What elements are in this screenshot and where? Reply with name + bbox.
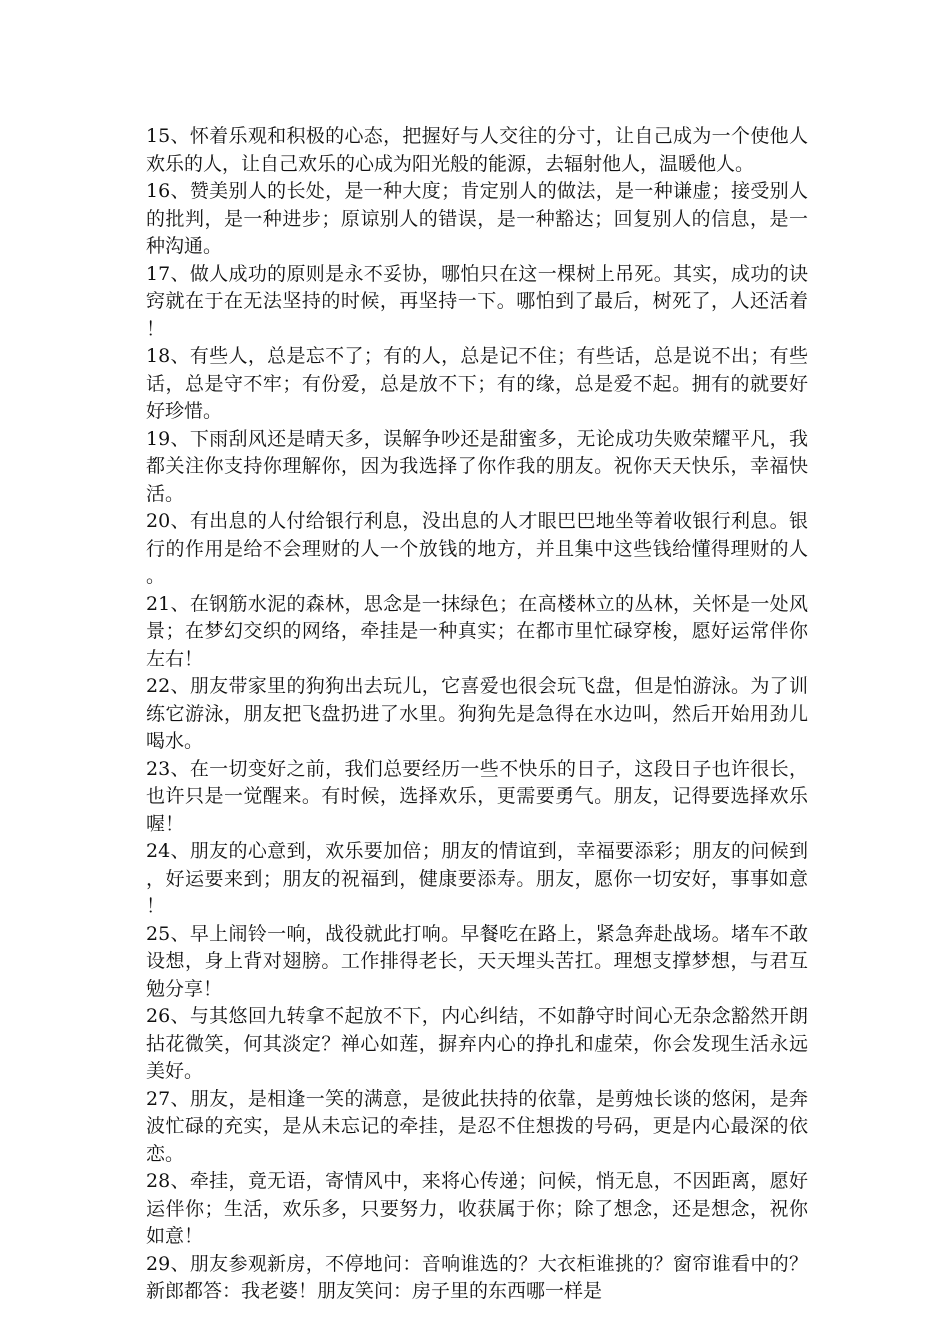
paragraph-21: 21、在钢筋水泥的森林，思念是一抹绿色；在高楼林立的丛林，关怀是一处风景；在梦幻交织的网络，牵挂是一种真实；在都市里忙碌穿梭，愿好运常伴你左右！ — [146, 592, 808, 670]
paragraph-26: 26、与其悠回九转拿不起放不下，内心纠结，不如静守时间心无杂念豁然开朗拈花微笑，何其淡定？禅心如莲，摒弃内心的挣扎和虚荣，你会发现生活永远美好。 — [146, 1005, 808, 1082]
paragraph-24: 24、朋友的心意到，欢乐要加倍；朋友的情谊到，幸福要添彩；朋友的问候到，好运要来到；朋友的祝福到，健康要添寿。朋友，愿你一切安好，事事如意！ — [146, 840, 808, 917]
document-body — [146, 123, 808, 1306]
paragraph-20: 20、有出息的人付给银行利息，没出息的人才眼巴巴地坐等着收银行利息。银行的作用是给不会理财的人一个放钱的地方，并且集中这些钱给懂得理财的人。 — [146, 510, 808, 587]
paragraph-18: 18、有些人，总是忘不了；有的人，总是记不住；有些话，总是说不出；有些话，总是守不牢；有份爱，总是放不下；有的缘，总是爱不起。拥有的就要好好珍惜。 — [146, 345, 808, 422]
paragraph-29: 29、朋友参观新房，不停地问：音响谁选的？大衣柜谁挑的？窗帘谁看中的？新郎都答：我老婆！朋友笑问：房子里的东西哪一样是 — [146, 1252, 808, 1302]
paragraph-19: 19、下雨刮风还是晴天多，误解争吵还是甜蜜多，无论成功失败荣耀平凡，我都关注你支持你理解你，因为我选择了你作我的朋友。祝你天天快乐，幸福快活。 — [146, 427, 808, 505]
paragraph-25: 25、早上闹铃一响，战役就此打响。早餐吃在路上，紧急奔赴战场。堵车不敢设想，身上背对翅膀。工作排得老长，天天埋头苦扛。理想支撑梦想，与君互勉分享！ — [146, 922, 808, 1000]
paragraph-27: 27、朋友，是相逢一笑的满意，是彼此扶持的依靠，是剪烛长谈的悠闲，是奔波忙碌的充实，是从未忘记的牵挂，是忍不住想拨的号码，更是内心最深的依恋。 — [146, 1087, 808, 1165]
paragraph-22: 22、朋友带家里的狗狗出去玩儿，它喜爱也很会玩飞盘，但是怕游泳。为了训练它游泳，朋友把飞盘扔进了水里。狗狗先是急得在水边叫，然后开始用劲儿喝水。 — [146, 675, 808, 752]
paragraph-17: 17、做人成功的原则是永不妥协，哪怕只在这一棵树上吊死。其实，成功的诀窍就在于在无法坚持的时候，再坚持一下。哪怕到了最后，树死了，人还活着！ — [146, 262, 808, 340]
paragraph-23: 23、在一切变好之前，我们总要经历一些不快乐的日子，这段日子也许很长，也许只是一觉醒来。有时候，选择欢乐，更需要勇气。朋友，记得要选择欢乐喔！ — [146, 757, 808, 835]
paragraph-15: 15、怀着乐观和积极的心态，把握好与人交往的分寸，让自己成为一个使他人欢乐的人，让自己欢乐的心成为阳光般的能源，去辐射他人，温暖他人。 — [146, 125, 808, 175]
paragraph-28: 28、牵挂，竟无语，寄情风中，来将心传递；问候，悄无息，不因距离，愿好运伴你；生活，欢乐多，只要努力，收获属于你；除了想念，还是想念，祝你如意！ — [146, 1170, 808, 1247]
paragraph-16: 16、赞美别人的长处，是一种大度；肯定别人的做法，是一种谦虚；接受别人的批判，是一种进步；原谅别人的错误，是一种豁达；回复别人的信息，是一种沟通。 — [146, 180, 808, 257]
